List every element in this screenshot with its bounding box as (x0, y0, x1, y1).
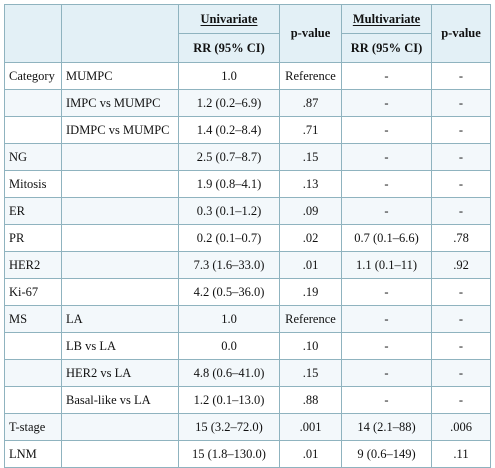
uni-rr-cell: 7.3 (1.6–33.0) (179, 252, 280, 279)
univariate-header: Univariate (179, 5, 280, 34)
variable-cell: ER (5, 198, 62, 225)
comparison-cell: Basal-like vs LA (62, 387, 179, 414)
multi-p-cell: - (432, 279, 491, 306)
multi-rr-cell: - (342, 63, 432, 90)
uni-p-cell: .10 (280, 333, 342, 360)
comparison-cell (62, 198, 179, 225)
uni-rr-cell: 1.0 (179, 63, 280, 90)
rr-multivariate-header: RR (95% CI) (342, 34, 432, 63)
rr-univariate-header: RR (95% CI) (179, 34, 280, 63)
uni-p-cell: .09 (280, 198, 342, 225)
table-row (5, 225, 491, 252)
uni-p-cell: .13 (280, 171, 342, 198)
multi-p-cell: - (432, 90, 491, 117)
uni-p-cell: Reference (280, 63, 342, 90)
variable-cell (5, 387, 62, 414)
variable-cell: LNM (5, 441, 62, 468)
multi-rr-cell: - (342, 171, 432, 198)
multi-p-cell: - (432, 306, 491, 333)
multi-p-cell: .92 (432, 252, 491, 279)
comparison-cell: IMPC vs MUMPC (62, 90, 179, 117)
uni-p-cell: .001 (280, 414, 342, 441)
table-row (5, 171, 491, 198)
table-row (5, 414, 491, 441)
multi-p-cell: - (432, 117, 491, 144)
table-row (5, 333, 491, 360)
comparison-cell (62, 144, 179, 171)
p-value-univariate-header: p-value (280, 5, 342, 63)
uni-rr-cell: 15 (3.2–72.0) (179, 414, 280, 441)
table-row (5, 144, 491, 171)
header-variable-cell (5, 5, 62, 63)
table-row (5, 117, 491, 144)
variable-cell (5, 90, 62, 117)
header-comparison-cell (62, 5, 179, 63)
multi-p-cell: .11 (432, 441, 491, 468)
uni-rr-cell: 15 (1.8–130.0) (179, 441, 280, 468)
multi-rr-cell: - (342, 144, 432, 171)
multi-rr-cell: - (342, 360, 432, 387)
table-row (5, 90, 491, 117)
multi-rr-cell: 9 (0.6–149) (342, 441, 432, 468)
multi-rr-cell: - (342, 279, 432, 306)
regression-table (4, 4, 491, 468)
uni-p-cell: .01 (280, 252, 342, 279)
multi-p-cell: .006 (432, 414, 491, 441)
multi-p-cell: .78 (432, 225, 491, 252)
comparison-cell (62, 225, 179, 252)
comparison-cell (62, 414, 179, 441)
multi-p-cell: - (432, 360, 491, 387)
uni-p-cell: .71 (280, 117, 342, 144)
comparison-cell: LA (62, 306, 179, 333)
variable-cell (5, 117, 62, 144)
comparison-cell: MUMPC (62, 63, 179, 90)
uni-p-cell: .02 (280, 225, 342, 252)
uni-p-cell: .15 (280, 360, 342, 387)
uni-p-cell: .15 (280, 144, 342, 171)
comparison-cell: HER2 vs LA (62, 360, 179, 387)
multi-rr-cell: - (342, 387, 432, 414)
table-row (5, 306, 491, 333)
table-body (5, 63, 491, 468)
table-row (5, 387, 491, 414)
variable-cell: Category (5, 63, 62, 90)
comparison-cell (62, 252, 179, 279)
multi-p-cell: - (432, 63, 491, 90)
header-row-1 (5, 5, 491, 34)
comparison-cell: IDMPC vs MUMPC (62, 117, 179, 144)
uni-p-cell: .19 (280, 279, 342, 306)
variable-cell: T-stage (5, 414, 62, 441)
variable-cell: PR (5, 225, 62, 252)
comparison-cell: LB vs LA (62, 333, 179, 360)
table-row (5, 198, 491, 225)
uni-p-cell: .88 (280, 387, 342, 414)
uni-rr-cell: 1.2 (0.2–6.9) (179, 90, 280, 117)
multi-rr-cell: - (342, 90, 432, 117)
variable-cell: Mitosis (5, 171, 62, 198)
variable-cell (5, 360, 62, 387)
multi-rr-cell: 1.1 (0.1–11) (342, 252, 432, 279)
results-table-container (4, 4, 490, 468)
table-row (5, 63, 491, 90)
table-row (5, 441, 491, 468)
uni-p-cell: Reference (280, 306, 342, 333)
comparison-cell (62, 279, 179, 306)
uni-rr-cell: 0.2 (0.1–0.7) (179, 225, 280, 252)
multi-p-cell: - (432, 333, 491, 360)
multivariate-header: Multivariate (342, 5, 432, 34)
multi-p-cell: - (432, 387, 491, 414)
uni-rr-cell: 1.2 (0.1–13.0) (179, 387, 280, 414)
uni-rr-cell: 1.4 (0.2–8.4) (179, 117, 280, 144)
uni-p-cell: .87 (280, 90, 342, 117)
table-row (5, 360, 491, 387)
variable-cell: MS (5, 306, 62, 333)
multi-rr-cell: - (342, 306, 432, 333)
uni-rr-cell: 1.0 (179, 306, 280, 333)
table-row (5, 279, 491, 306)
multi-rr-cell: - (342, 117, 432, 144)
multi-rr-cell: - (342, 333, 432, 360)
multi-rr-cell: 0.7 (0.1–6.6) (342, 225, 432, 252)
multi-p-cell: - (432, 171, 491, 198)
uni-rr-cell: 4.2 (0.5–36.0) (179, 279, 280, 306)
uni-rr-cell: 4.8 (0.6–41.0) (179, 360, 280, 387)
uni-rr-cell: 0.0 (179, 333, 280, 360)
comparison-cell (62, 171, 179, 198)
uni-p-cell: .01 (280, 441, 342, 468)
multi-p-cell: - (432, 198, 491, 225)
table-row (5, 252, 491, 279)
multi-rr-cell: 14 (2.1–88) (342, 414, 432, 441)
variable-cell (5, 333, 62, 360)
multi-p-cell: - (432, 144, 491, 171)
p-value-multivariate-header: p-value (432, 5, 491, 63)
uni-rr-cell: 0.3 (0.1–1.2) (179, 198, 280, 225)
comparison-cell (62, 441, 179, 468)
uni-rr-cell: 2.5 (0.7–8.7) (179, 144, 280, 171)
variable-cell: NG (5, 144, 62, 171)
multi-rr-cell: - (342, 198, 432, 225)
variable-cell: HER2 (5, 252, 62, 279)
variable-cell: Ki-67 (5, 279, 62, 306)
uni-rr-cell: 1.9 (0.8–4.1) (179, 171, 280, 198)
